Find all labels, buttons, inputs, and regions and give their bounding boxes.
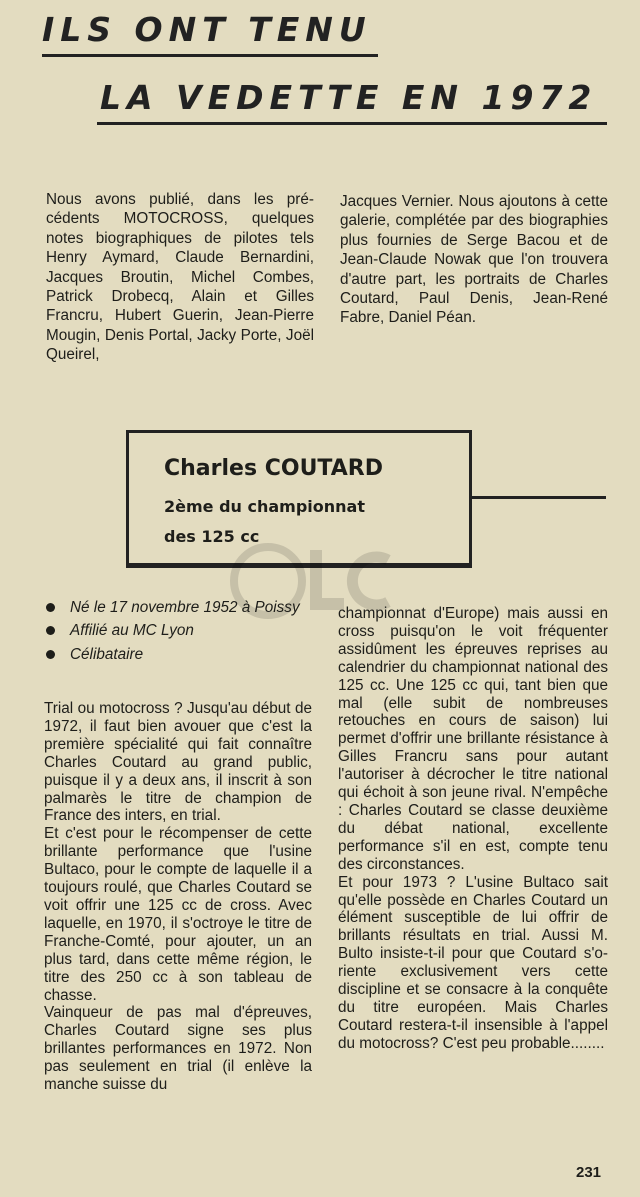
article-paragraph: Et c'est pour le récompenser de cette brillante performance que l'usine Bultaco, pour le compte de laquelle il a toujours roulé, que Charles Coutard se voit offrir une 125 cc de cross. Avec laquelle, en 1970, il s'octroye le titre de Franche-Comté, pour ajouter, un an plus tard, dans cette même région, le titre des 250 cc à son tableau de chasse. [44,825,312,1004]
profile-name: Charles COUTARD [164,456,383,481]
profile-box-side-rule [472,496,606,499]
headline-rule-2 [97,122,607,125]
fact-text: Affilié au MC Lyon [70,622,194,640]
article-paragraph: championnat d'Europe) mais aussi en cross puisqu'on le voit fréquenter assidûment les épreuves reprises au calendrier du championnat national des 125 cc. Une 125 cc qui, tant bien que mal (elle subit de nombreuses retouches en cours de saison) lui permet d'offrir une brillante résistance à Gilles Francru sans pour autant l'autoriser à décrocher le titre national qui échoit à son jeune rival. N'empêche : Charles Coutard se classe deuxième du débat national, excellente performance s'il en est, compte tenu des circonstances. [338,605,608,873]
article-paragraph: Vainqueur de pas mal d'épreuves, Charles Coutard signe ses plus brillantes performances en 1972. Non pas seulement en trial (il enlève la manche suisse du [44,1004,312,1094]
fact-text: Célibataire [70,645,144,663]
intro-paragraph-left: Nous avons publié, dans les précédents MOTOCROSS, quelques notes biographiques de pilotes tels Henry Aymard, Claude Bernardini, Jacques Broutin, Michel Combes, Patrick Drobecq, Alain et Gilles Francru, Hubert Guerin, Jean-Pierre Mougin, Denis Portal, Jacky Porte, Joël Queirel, [46,191,314,364]
headline-line-2: LA VEDETTE EN 1972 [100,78,598,117]
bullet-icon [46,650,55,659]
article-column-right [338,605,608,1053]
profile-subtitle-line-2: des 125 cc [164,527,260,546]
article-paragraph: Trial ou motocross ? Jusqu'au début de 1972, il faut bien avouer que c'est la première spécialité qui fait connaître Charles Coutard au grand public, puisque il y a deux ans, il inscrit à son palmarès le titre de champion de France des inters, en trial. [44,700,312,825]
article-column-left [44,700,312,1094]
profile-facts [44,598,314,668]
fact-club [44,621,314,640]
bullet-icon [46,626,55,635]
fact-text: Né le 17 novembre 1952 à Poissy [70,599,300,616]
article-paragraph: Et pour 1973 ? L'usine Bultaco sait qu'elle possède en Charles Coutard un élément susceptible de lui offrir de brillants résultats en trial. Aussi M. Bulto insiste-t-il pour que Coutard s'oriente exclusivement vers cette discipline et se consacre à la conquête du titre européen. Mais Charles Coutard restera-t-il insensible à l'appel du motocross? C'est peu probable........ [338,873,608,1052]
headline-line-1: ILS ONT TENU [42,10,372,49]
fact-status [44,645,314,664]
intro-paragraph-right: Jacques Vernier. Nous ajoutons à cette galerie, complétée par des biographies plus fournies de Serge Bacou et de Jean-Claude Nowak que l'on trouvera d'autre part, les portraits de Charles Coutard, Paul Denis, Jean-René Fabre, Daniel Péan. [340,193,608,327]
headline-rule-1 [42,54,378,57]
profile-subtitle-line-1: 2ème du championnat [164,497,365,516]
page-number: 231 [576,1164,602,1181]
fact-birth [44,598,314,617]
bullet-icon [46,603,55,612]
